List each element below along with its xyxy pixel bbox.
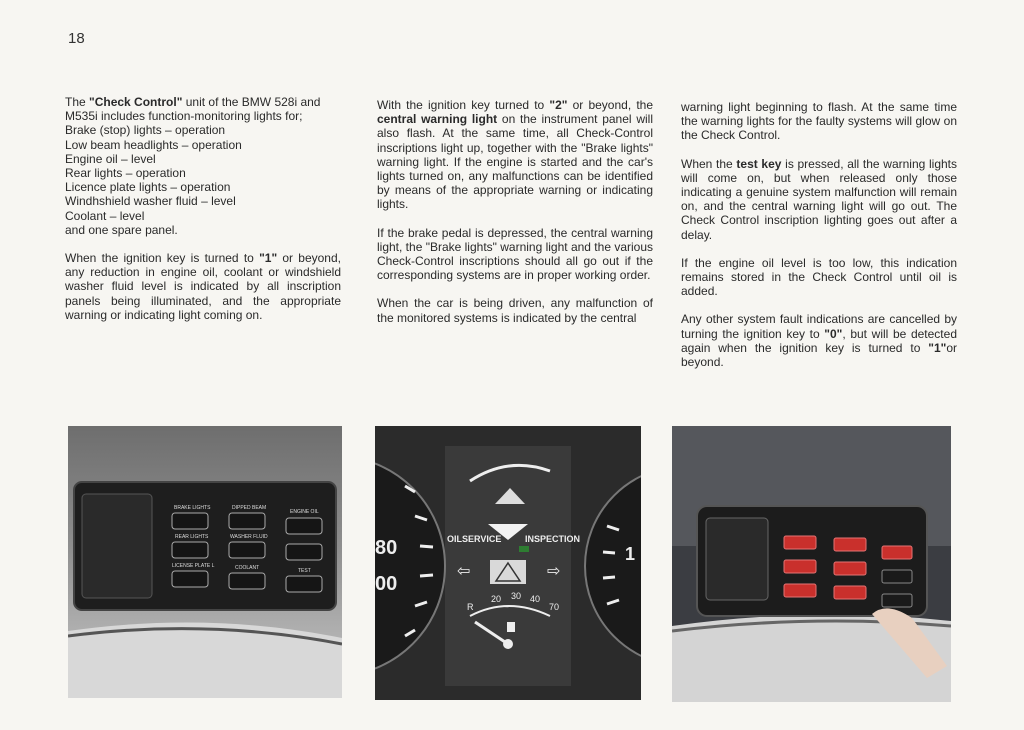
left-indicator-icon: ⇦: [457, 563, 471, 580]
page-number: 18: [68, 30, 85, 47]
ignition-bold-term: "1": [259, 251, 278, 266]
cw-text-mid: or beyond, the: [567, 98, 653, 112]
fuel-20: 20: [491, 594, 502, 604]
intro-text-start: The: [65, 95, 90, 109]
central-warning-paragraph: [377, 98, 653, 212]
cancel-bold-zero: "0": [824, 326, 843, 341]
cw-text-start: With the ignition key turned to: [377, 98, 550, 112]
cw-bold-term: central warning light: [377, 112, 498, 127]
list-item: Windhshield washer fluid – level: [65, 194, 236, 209]
cw-text-end: on the instrument panel will also flash. At the same time, all Check-Control inscriptions light up, together with the "Brake lights" warning light. If the engine is started and the car's lights turned on, any malfunctions can be identified by means of the appropriate warning or indicating lights.: [377, 112, 653, 212]
gauge-80: 80: [375, 537, 398, 559]
label-washer-fluid: WASHER FLUID: [230, 534, 268, 540]
gauge-00: 00: [375, 573, 398, 595]
fuel-70: 70: [549, 602, 560, 612]
oilservice-label: OILSERVICE: [447, 534, 502, 544]
cancel-bold-one: "1": [928, 340, 947, 355]
text-column-1: [65, 95, 341, 336]
oil-level-paragraph: If the engine oil level is too low, this indication remains stored in the Check Control until oil is added.: [681, 255, 957, 299]
cancel-text-end: or beyond.: [681, 340, 957, 370]
test-key-paragraph: [681, 157, 957, 242]
warning-light-paragraph: warning light beginning to flash. At the same time the warning lights for the faulty systems will glow on the Check Control.: [681, 100, 957, 143]
text-column-2: [377, 98, 653, 339]
fuel-40: 40: [530, 594, 541, 604]
test-text-start: When the: [681, 156, 737, 171]
label-test: TEST: [298, 568, 311, 574]
label-brake-lights: BRAKE LIGHTS: [174, 505, 211, 511]
test-bold-term: test key: [736, 156, 782, 171]
brake-pedal-paragraph: If the brake pedal is depressed, the central warning light, the "Brake lights" warning light and the various Check-Control inscriptions should all go out if the corresponding systems are in proper working order.: [377, 225, 654, 283]
check-control-test-illustration: [672, 426, 951, 702]
label-dipped-beam: DIPPED BEAM: [232, 505, 267, 511]
ignition-text-start: When the ignition key is turned to: [65, 251, 260, 266]
fuel-30: 30: [511, 591, 522, 601]
check-control-panel-illustration: [68, 426, 342, 698]
list-item: and one spare panel.: [65, 222, 178, 237]
gauge-1: 1: [625, 544, 636, 564]
list-item: Coolant – level: [65, 208, 145, 223]
intro-bold-term: "Check Control": [89, 95, 183, 109]
fault-cancel-paragraph: [681, 312, 957, 369]
list-item: Rear lights – operation: [65, 166, 186, 181]
label-coolant: COOLANT: [235, 565, 260, 571]
driving-paragraph: When the car is being driven, any malfunction of the monitored systems is indicated by the central: [377, 296, 653, 325]
label-rear-lights: REAR LIGHTS: [175, 534, 209, 540]
label-engine-oil: ENGINE OIL: [290, 509, 319, 515]
cancel-text-mid: , but will be detected again when the ignition key is turned to: [681, 326, 957, 355]
list-item: Low beam headlights – operation: [65, 137, 242, 152]
ignition-paragraph: [65, 251, 341, 322]
ignition-text-end: or beyond, any reduction in engine oil, coolant or windshield washer fluid level is indicated by all inscription panels being illuminated, and the appropriate warning or indicating light coming on.: [65, 251, 341, 322]
intro-text-end: unit of the BMW 528i and M535i includes function-monitoring lights for;: [65, 95, 321, 124]
cancel-text-start: Any other system fault indications are cancelled by turning the ignition key to: [681, 312, 957, 341]
list-item: Engine oil – level: [65, 151, 156, 166]
text-column-3: [681, 100, 957, 383]
check-control-panel-photo: [68, 426, 342, 698]
inspection-label: INSPECTION: [525, 534, 581, 544]
list-item: Licence plate lights – operation: [65, 180, 231, 195]
check-control-test-photo: [672, 426, 951, 702]
instrument-cluster-photo: [375, 426, 641, 700]
fuel-pump-icon: [507, 622, 515, 632]
intro-paragraph: [65, 95, 341, 237]
label-license-plate: LICENSE PLATE L: [172, 563, 215, 569]
list-item: Brake (stop) lights – operation: [65, 123, 226, 138]
instrument-cluster-illustration: [375, 426, 641, 700]
fuel-r: R: [467, 602, 474, 612]
right-indicator-icon: ⇨: [547, 563, 561, 580]
test-text-end: is pressed, all the warning lights will come on, but when released only those indicating a genuine system malfunction will remain on, and the central warning light will go out. The Check Control inscription lighting goes out after a delay.: [681, 156, 958, 242]
cw-bold-key: "2": [549, 98, 568, 112]
